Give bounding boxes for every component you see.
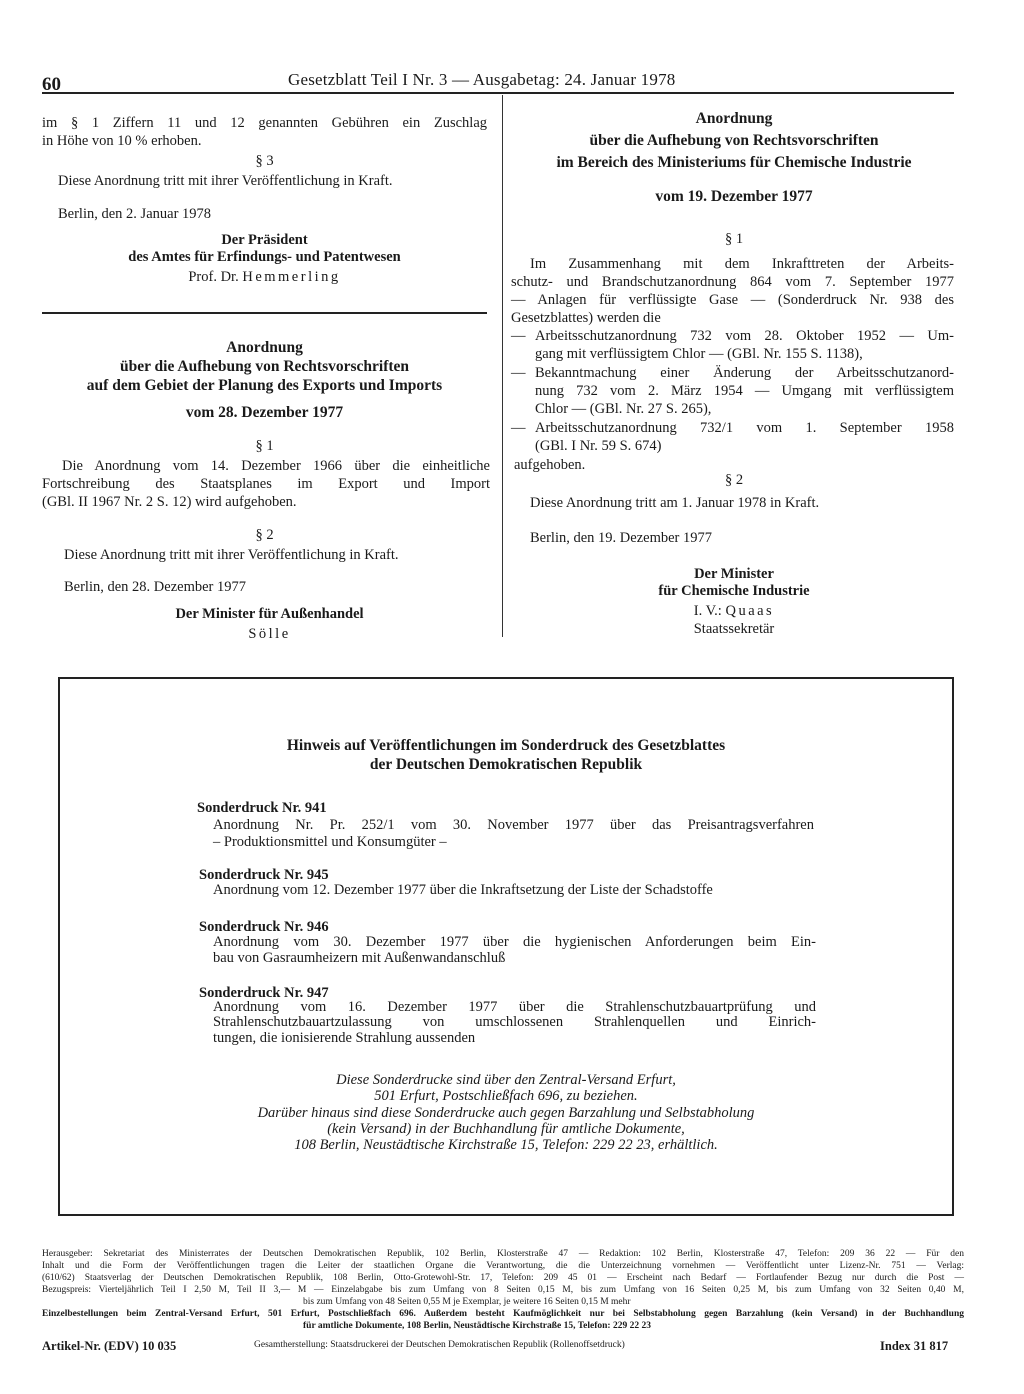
print-credit: Gesamtherstellung: Staatsdruckerei der Deutschen Demokratischen Republik (Rollenoffsetdruck) xyxy=(254,1340,625,1350)
repealed-item-1-line-1: Arbeitsschutzanordnung 732 vom 28. Oktober 1952 — Um- xyxy=(535,328,954,344)
sonderdruck-941-line-2: – Produktionsmittel und Konsumgüter – xyxy=(213,834,447,850)
repealed-item-2-line-1: Bekanntmachung einer Änderung der Arbeitsschutzanord- xyxy=(535,365,954,381)
imprint-line-2: Inhalt und die Form der Veröffentlichungen tragen die Leiter der staatlichen Organe die Verantwortung, die die Unterzeichnung vornehmen — Veröffentlicht unter Lizenz-Nr. 751 — Verlag: xyxy=(42,1261,964,1271)
notice-info-line-4: (kein Versand) in der Buchhandlung für amtliche Dokumente, xyxy=(327,1121,685,1137)
signatory-iv: I. V.: xyxy=(693,603,722,619)
sonderdruck-946-line-2: bau von Gasraumheizern mit Außenwandanschluß xyxy=(213,950,506,966)
left-section-1-line-2: Fortschreibung des Staatsplanes im Export und Import xyxy=(42,476,490,492)
carry-over-line-1: im § 1 Ziffern 11 und 12 genannten Gebühren ein Zuschlag xyxy=(42,115,487,131)
ordinance-date-left: vom 28. Dezember 1977 xyxy=(185,404,344,421)
left-section-1-heading: § 1 xyxy=(255,438,274,454)
signatory-name-2: Sölle xyxy=(248,626,291,642)
article-number: Artikel-Nr. (EDV) 10 035 xyxy=(42,1339,177,1353)
signatory-role: Staatssekretär xyxy=(693,621,775,637)
ordinance-subtitle-right-1: über die Aufhebung von Rechtsvorschriften xyxy=(589,132,879,149)
signatory-title-5: für Chemische Industrie xyxy=(658,583,810,599)
sonderdruck-945-line-1: Anordnung vom 12. Dezember 1977 über die Inkraftsetzung der Liste der Schadstoffe xyxy=(213,882,713,898)
repealed-item-2-line-2: nung 732 vom 2. März 1954 — Umgang mit verflüssigtem xyxy=(535,383,954,399)
signatory-surname: Hemmerling xyxy=(242,269,341,285)
signatory-title-2: des Amtes für Erfindungs- und Patentwesen xyxy=(128,249,401,265)
right-outro: aufgehoben. xyxy=(514,457,586,473)
header-rule xyxy=(42,92,954,94)
imprint-line-5: bis zum Umfang von 48 Seiten 0,55 M je Exemplar, je weitere 16 Seiten 0,15 M mehr xyxy=(303,1297,631,1307)
notice-info-line-3: Darüber hinaus sind diese Sonderdrucke auch gegen Barzahlung und Selbstabholung xyxy=(257,1105,755,1121)
sonderdruck-947-line-3: tungen, die ionisierende Strahlung aussenden xyxy=(213,1030,476,1046)
sonderdruck-946-heading: Sonderdruck Nr. 946 xyxy=(199,919,329,935)
notice-info-line-1: Diese Sonderdrucke sind über den Zentral-Versand Erfurt, xyxy=(336,1072,676,1088)
list-dash-2: — xyxy=(511,365,526,381)
imprint-line-7: für amtliche Dokumente, 108 Berlin, Neustädtische Kirchstraße 15, Telefon: 229 22 23 xyxy=(303,1321,651,1331)
page-number: 60 xyxy=(42,74,61,95)
right-intro-line-4: Gesetzblattes) werden die xyxy=(511,310,661,326)
ordinance-date-right: vom 19. Dezember 1977 xyxy=(655,188,813,205)
right-intro-line-2: schutz- und Brandschutzanordnung 864 vom 7. September 1977 xyxy=(511,274,954,290)
notice-info-line-2: 501 Erfurt, Postschließfach 696, zu beziehen. xyxy=(374,1088,638,1104)
left-section-2-heading: § 2 xyxy=(255,527,274,543)
sonderdruck-945-heading: Sonderdruck Nr. 945 xyxy=(199,867,329,883)
ordinance-subtitle-left-1: über die Aufhebung von Rechtsvorschriften xyxy=(119,358,410,375)
repealed-item-3-line-1: Arbeitsschutzanordnung 732/1 vom 1. September 1958 xyxy=(535,420,954,436)
column-divider xyxy=(502,95,503,637)
signatory-prefix: Prof. Dr. xyxy=(188,269,239,285)
right-section-2-text: Diese Anordnung tritt am 1. Januar 1978 in Kraft. xyxy=(530,495,820,511)
signatory-title-1: Der Präsident xyxy=(221,232,308,248)
signatory-title-4: Der Minister xyxy=(694,566,774,582)
left-section-2-text: Diese Anordnung tritt mit ihrer Veröffentlichung in Kraft. xyxy=(64,547,399,563)
section-3-heading: § 3 xyxy=(255,153,274,169)
imprint-line-3: (610/62) Staatsverlag der Deutschen Demokratischen Republik, 108 Berlin, Otto-Grotewohl-Str. 17, Telefon: 209 45 01 — Erscheint nach Bedarf — Fortlaufender Bezug nur durch die Post — xyxy=(42,1273,964,1283)
imprint-line-6: Einzelbestellungen beim Zentral-Versand Erfurt, 501 Erfurt, Postschließfach 696. Außerdem besteht Kaufmöglichkeit nur bei Selbstabholung gegen Barzahlung (kein Versand) in der Buchhandlung xyxy=(42,1309,964,1319)
gazette-header-title: Gesetzblatt Teil I Nr. 3 — Ausgabetag: 24. Januar 1978 xyxy=(288,70,676,89)
notice-title-1: Hinweis auf Veröffentlichungen im Sonderdruck des Gesetzblattes xyxy=(286,737,726,754)
signatory-name-1 xyxy=(42,268,487,286)
imprint-line-4: Bezugspreis: Vierteljährlich Teil I 2,50 M, Teil II 3,— M — Einzelabgabe bis zum Umfang von 8 Seiten 0,15 M, bis zum Umfang von 16 Seiten 0,25 M, bis zum Umfang von 32 Seiten 0,40 M, xyxy=(42,1285,964,1295)
carry-over-line-2: in Höhe von 10 % erhoben. xyxy=(42,133,202,149)
right-section-2-heading: § 2 xyxy=(724,472,744,488)
signature-date-3: Berlin, den 19. Dezember 1977 xyxy=(530,530,713,546)
sonderdruck-947-heading: Sonderdruck Nr. 947 xyxy=(199,985,329,1001)
left-section-1-line-3: (GBl. II 1967 Nr. 2 S. 12) wird aufgehoben. xyxy=(42,494,297,510)
right-intro-line-3: — Anlagen für verflüssigte Gase — (Sonderdruck Nr. 938 des xyxy=(511,292,954,308)
repealed-item-1-line-2: gang mit verflüssigtem Chlor — (GBl. Nr. 155 S. 1138), xyxy=(535,346,863,362)
index-number: Index 31 817 xyxy=(880,1339,949,1353)
notice-info-line-5: 108 Berlin, Neustädtische Kirchstraße 15, Telefon: 229 22 23, erhältlich. xyxy=(294,1137,718,1153)
sonderdruck-941-heading: Sonderdruck Nr. 941 xyxy=(197,800,327,816)
sonderdruck-941-line-1: Anordnung Nr. Pr. 252/1 vom 30. November 1977 über das Preisantragsverfahren xyxy=(213,817,814,833)
signatory-name-3 xyxy=(514,602,954,620)
ordinance-title-left: Anordnung xyxy=(226,339,303,356)
ordinance-subtitle-left-2: auf dem Gebiet der Planung des Exports und Imports xyxy=(86,377,443,394)
left-section-1-line-1: Die Anordnung vom 14. Dezember 1966 über die einheitliche xyxy=(62,458,490,474)
section-separator xyxy=(42,312,487,314)
ordinance-title-right: Anordnung xyxy=(695,110,773,127)
right-intro-line-1: Im Zusammenhang mit dem Inkrafttreten der Arbeits- xyxy=(530,256,954,272)
ordinance-subtitle-right-2: im Bereich des Ministeriums für Chemische Industrie xyxy=(556,154,912,171)
right-section-1-heading: § 1 xyxy=(724,231,744,247)
repealed-item-3-line-2: (GBl. I Nr. 59 S. 674) xyxy=(535,438,662,454)
signatory-title-3: Der Minister für Außenhandel xyxy=(175,606,364,622)
signature-date-1: Berlin, den 2. Januar 1978 xyxy=(58,206,212,222)
sonderdruck-947-line-1: Anordnung vom 16. Dezember 1977 über die Strahlenschutzbauartprüfung und xyxy=(213,999,816,1015)
sonderdruck-947-line-2: Strahlenschutzbauartzulassung von umschlossenen Strahlenquellen und Einrich- xyxy=(213,1014,816,1030)
list-dash-3: — xyxy=(511,420,526,436)
signatory-quaas: Quaas xyxy=(725,603,775,619)
signature-date-2: Berlin, den 28. Dezember 1977 xyxy=(64,579,247,595)
section-3-text: Diese Anordnung tritt mit ihrer Veröffentlichung in Kraft. xyxy=(58,173,393,189)
imprint-line-1: Herausgeber: Sekretariat des Ministerrates der Deutschen Demokratischen Republik, 102 Berlin, Klosterstraße 47 — Redaktion: 102 Berlin, Klosterstraße 47, Telefon: 209 36 22 — Für den xyxy=(42,1249,964,1259)
sonderdruck-946-line-1: Anordnung vom 30. Dezember 1977 über die hygienischen Anforderungen beim Ein- xyxy=(213,934,816,950)
repealed-item-2-line-3: Chlor — (GBl. Nr. 27 S. 265), xyxy=(535,401,712,417)
list-dash-1: — xyxy=(511,328,526,344)
notice-title-2: der Deutschen Demokratischen Republik xyxy=(369,756,643,773)
